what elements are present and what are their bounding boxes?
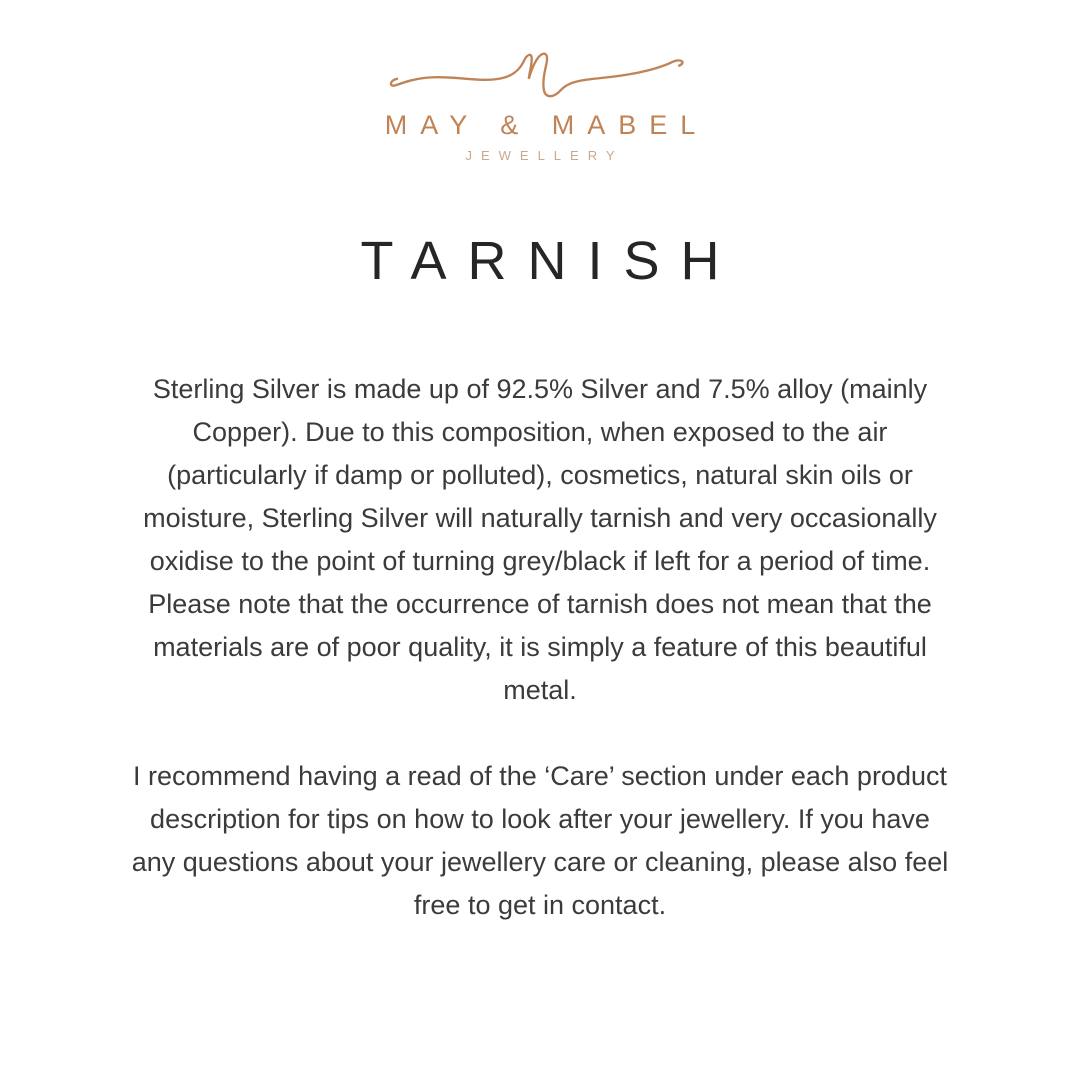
text-line: metal.: [503, 675, 577, 705]
m-swash-icon: [384, 38, 696, 108]
text-line: any questions about your jewellery care or cleaning, please also feel: [131, 847, 949, 877]
text-line: Copper). Due to this composition, when exposed to the air: [192, 417, 888, 447]
text-line: Please note that the occurrence of tarnish does not mean that the: [148, 589, 932, 619]
text-line: I recommend having a read of the ‘Care’ section under each product: [133, 761, 947, 791]
brand-tagline: JEWELLERY: [465, 148, 624, 163]
brand-name: MAY & MABEL: [384, 110, 709, 140]
paragraph-tarnish-explanation: [60, 368, 1020, 712]
text-line: (particularly if damp or polluted), cosmetics, natural skin oils or: [167, 460, 913, 490]
text-line: free to get in contact.: [413, 890, 667, 920]
paragraph-care-recommendation: [60, 755, 1020, 927]
text-line: description for tips on how to look after your jewellery. If you have: [150, 804, 930, 834]
text-line: Sterling Silver is made up of 92.5% Silver and 7.5% alloy (mainly: [152, 374, 928, 404]
page-title: TARNISH: [360, 231, 741, 291]
brand-logo: [0, 38, 1080, 162]
text-line: moisture, Sterling Silver will naturally tarnish and very occasionally: [143, 503, 937, 533]
text-line: materials are of poor quality, it is simply a feature of this beautiful: [153, 632, 927, 662]
body-copy: [60, 368, 1020, 927]
text-line: oxidise to the point of turning grey/black if left for a period of time.: [149, 546, 931, 576]
